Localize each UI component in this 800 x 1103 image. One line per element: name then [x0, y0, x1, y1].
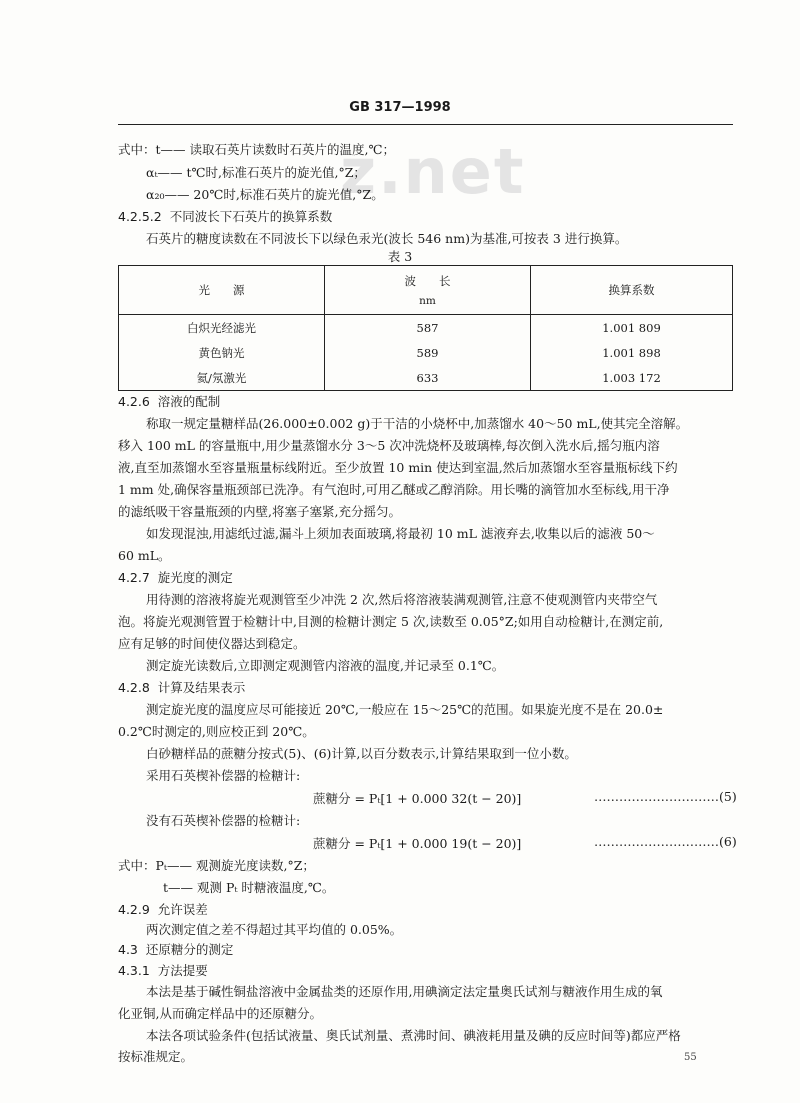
symbol-def-temp: t—— 观测 Pₜ 时糖液温度,℃。: [163, 880, 335, 895]
symbol-def-alpha-20: α₂₀—— 20℃时,标准石英片的旋光值,°Z。: [146, 187, 384, 202]
cell-wavelength: 587: [325, 315, 531, 341]
cell-factor: 1.003 172: [531, 365, 733, 391]
paragraph-line: 本法是基于碱性铜盐溶液中金属盐类的还原作用,用碘滴定法定量奥氏试剂与糖液作用生成的氧: [146, 984, 663, 999]
section-title: 允许误差: [157, 902, 208, 917]
paragraph-line: 1 mm 处,确保容量瓶颈部已洗净。有气泡时,可用乙醚或乙醇消除。用长嘴的滴管加水至标线,用干净: [118, 482, 670, 497]
paragraph-line: 泡。将旋光观测管置于检糖计中,目测的检糖计测定 5 次,读数至 0.05°Z;如用自动检糖计,在测定前,: [118, 614, 664, 629]
section-number: 4.2.6: [118, 394, 150, 409]
section-title: 旋光度的测定: [157, 570, 233, 585]
cell-source: 白炽光经滤光: [119, 315, 325, 341]
cell-source: 黄色钠光: [119, 340, 325, 365]
paragraph-line: 白砂糖样品的蔗糖分按式(5)、(6)计算,以百分数表示,计算结果取到一位小数。: [146, 746, 577, 761]
page-number: 55: [684, 1052, 697, 1063]
col-header-factor: 换算系数: [531, 266, 733, 315]
paragraph-line: 60 mL。: [118, 548, 171, 563]
paragraph-line: 的滤纸吸干容量瓶颈的内壁,将塞子塞紧,充分摇匀。: [118, 504, 401, 519]
section-number: 4.2.5.2: [118, 209, 162, 224]
table-row: [119, 340, 733, 365]
section-4-2-9-heading: [118, 900, 208, 918]
paragraph-line: 按标准规定。: [118, 1049, 194, 1064]
paragraph-line: 采用石英楔补偿器的检糖计:: [146, 768, 301, 783]
section-title: 计算及结果表示: [157, 680, 246, 695]
table-caption: 表 3: [387, 249, 413, 264]
wavelength-label: 波 长: [404, 274, 451, 288]
section-4-2-5-2-heading: [118, 207, 332, 225]
formula-6-number: …………………………(6): [594, 834, 737, 849]
section-title: 方法提要: [157, 963, 208, 978]
col-header-source: 光 源: [119, 266, 325, 315]
section-4-2-8-heading: [118, 678, 245, 696]
section-title: 还原糖分的测定: [145, 942, 234, 957]
symbol-def-t: 式中：t—— 读取石英片读数时石英片的温度,℃；: [118, 142, 395, 157]
paragraph-line: 称取一规定量糖样品(26.000±0.002 g)于干洁的小烧杯中,加蒸馏水 40～50 mL,使其完全溶解。: [146, 416, 689, 431]
watermark: z.net: [340, 135, 526, 208]
paragraph-line: 0.2℃时测定的,则应校正到 20℃。: [118, 724, 315, 739]
paragraph-line: 用待测的溶液将旋光观测管至少冲洗 2 次,然后将溶液装满观测管,注意不使观测管内夹带空气: [146, 592, 658, 607]
col-header-wavelength: [325, 266, 531, 315]
section-4-2-6-heading: [118, 392, 220, 410]
paragraph-line: 化亚铜,从而确定样品中的还原糖分。: [118, 1006, 322, 1021]
header-rule: [118, 124, 733, 125]
section-number: 4.3.1: [118, 963, 150, 978]
cell-wavelength: 589: [325, 340, 531, 365]
paragraph-line: 如发现混浊,用滤纸过滤,漏斗上须加表面玻璃,将最初 10 mL 滤液弃去,收集以后的滤液 50～: [146, 526, 655, 541]
symbol-def-pt: 式中：Pₜ—— 观测旋光度读数,°Z；: [118, 858, 315, 873]
section-title: 不同波长下石英片的换算系数: [169, 209, 333, 224]
cell-wavelength: 633: [325, 365, 531, 391]
paragraph: 石英片的糖度读数在不同波长下以绿色汞光(波长 546 nm)为基准,可按表 3 进行换算。: [146, 231, 628, 246]
formula-5-number: …………………………(5): [594, 789, 737, 804]
paragraph-line: 测定旋光读数后,立即测定观测管内溶液的温度,并记录至 0.1℃。: [146, 658, 505, 673]
section-number: 4.2.8: [118, 680, 150, 695]
section-number: 4.2.9: [118, 902, 150, 917]
table-row: [119, 315, 733, 341]
section-number: 4.2.7: [118, 570, 150, 585]
paragraph-line: 应有足够的时间使仪器达到稳定。: [118, 636, 306, 651]
table-row: [119, 365, 733, 391]
paragraph-line: 没有石英楔补偿器的检糖计:: [146, 813, 301, 828]
symbol-def-alpha-t: αₜ—— t℃时,标准石英片的旋光值,°Z；: [146, 165, 366, 180]
section-4-3-heading: [118, 940, 233, 958]
paragraph-line: 两次测定值之差不得超过其平均值的 0.05%。: [146, 922, 403, 937]
page-header-standard-code: GB 317—1998: [349, 100, 451, 115]
section-number: 4.3: [118, 942, 138, 957]
paragraph-line: 本法各项试验条件(包括试液量、奥氏试剂量、煮沸时间、碘液耗用量及碘的反应时间等)都应严格: [146, 1028, 681, 1043]
cell-source: 氦/氖激光: [119, 365, 325, 391]
section-4-3-1-heading: [118, 961, 208, 979]
formula-6: 蔗糖分 = Pₜ[1 + 0.000 19(t − 20)]: [313, 836, 522, 851]
section-4-2-7-heading: [118, 568, 233, 586]
section-title: 溶液的配制: [157, 394, 221, 409]
wavelength-unit: nm: [419, 295, 436, 307]
formula-5: 蔗糖分 = Pₜ[1 + 0.000 32(t − 20)]: [313, 791, 522, 806]
table-header-row: [119, 266, 733, 315]
paragraph-line: 测定旋光度的温度应尽可能接近 20℃,一般应在 15～25℃的范围。如果旋光度不是在 20.0±: [146, 702, 664, 717]
cell-factor: 1.001 898: [531, 340, 733, 365]
paragraph-line: 移入 100 mL 的容量瓶中,用少量蒸馏水分 3～5 次冲洗烧杯及玻璃棒,每次倒入洗水后,摇匀瓶内溶: [118, 438, 660, 453]
cell-factor: 1.001 809: [531, 315, 733, 341]
table-3: [118, 265, 733, 391]
paragraph-line: 液,直至加蒸馏水至容量瓶量标线附近。至少放置 10 min 使达到室温,然后加蒸馏水至容量瓶标线下约: [118, 460, 678, 475]
